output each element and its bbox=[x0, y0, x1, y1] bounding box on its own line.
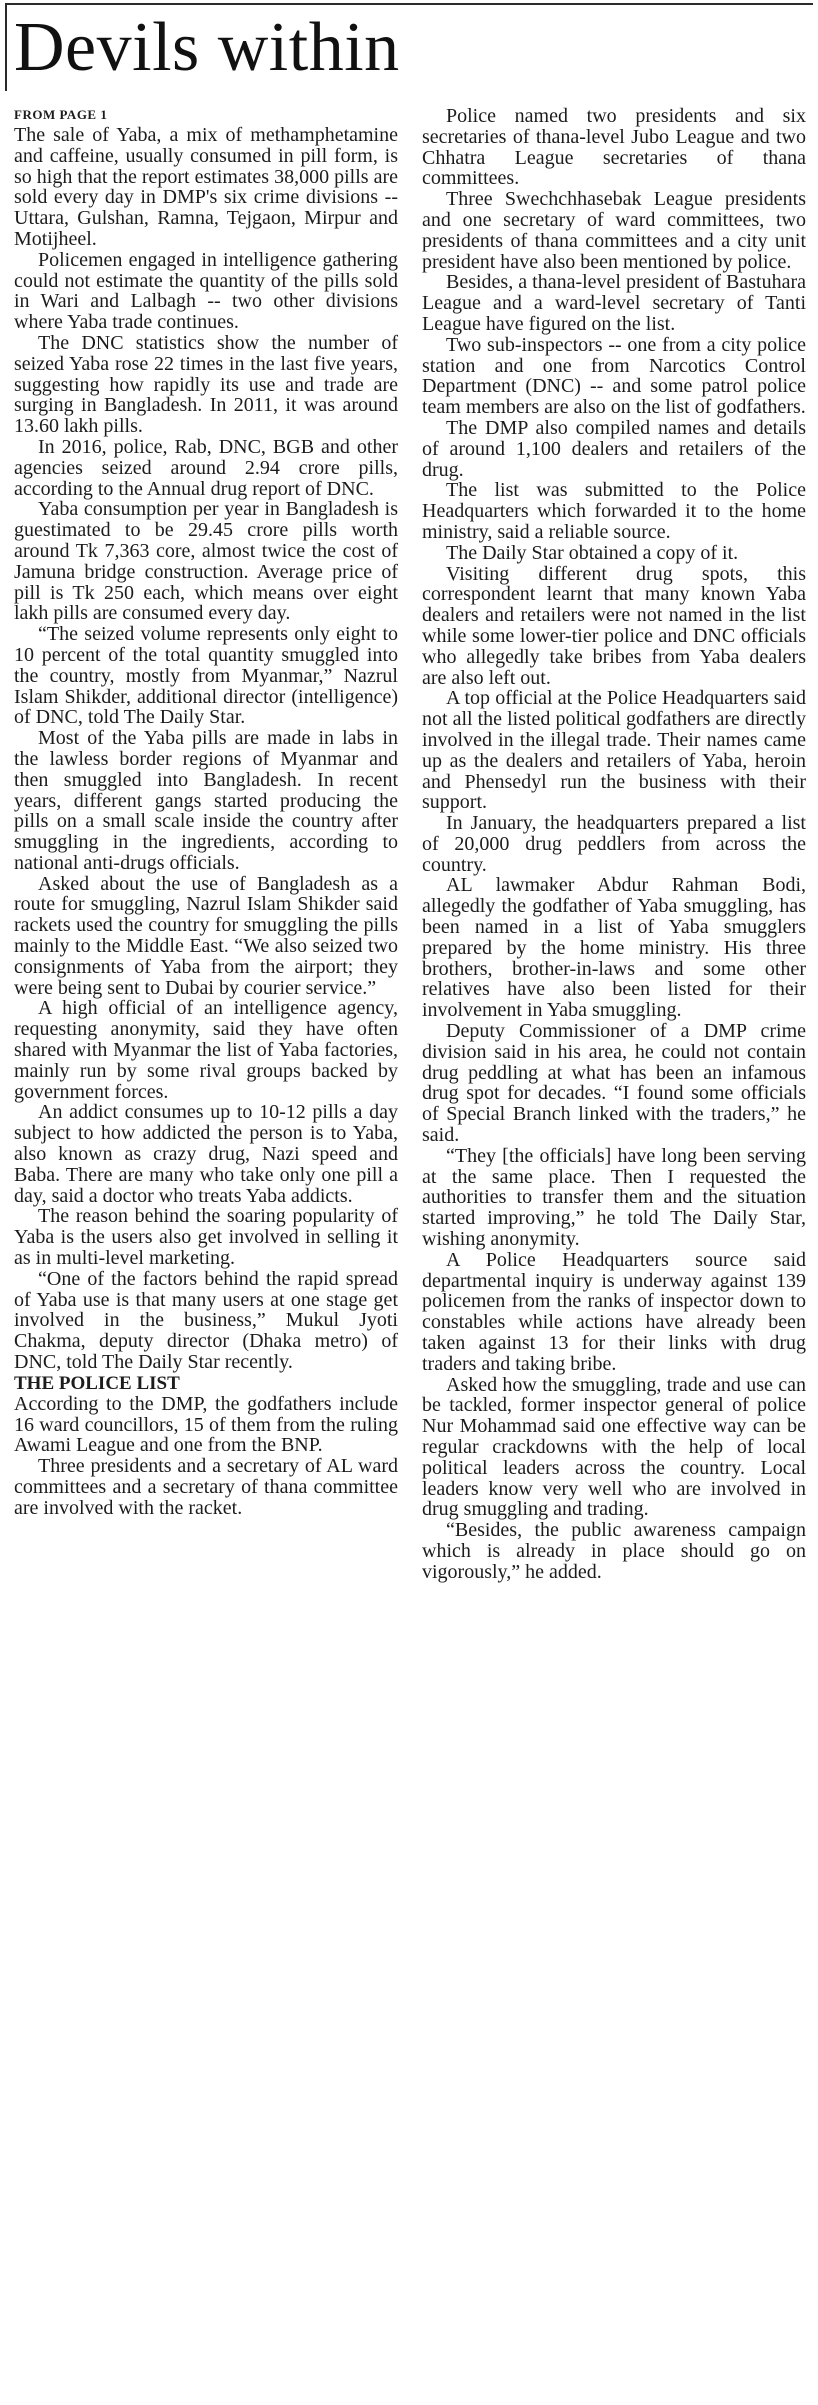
kicker: FROM PAGE 1 bbox=[14, 107, 108, 122]
paragraph: “One of the factors behind the rapid spread of Yaba use is that many users at one stage get involved in the business,” Mukul Jyoti Chakma, deputy director (Dhaka metro) of DNC, told The Daily Star recently. bbox=[14, 1267, 398, 1374]
paragraph: The sale of Yaba, a mix of methamphetamine and caffeine, usually consumed in pill form, is so high that the report estimates 38,000 pills are sold every day in DMP's six crime divisions -- Uttara, Gulshan, Ramna, Tejgaon, Mirpur and Motijheel. bbox=[14, 124, 398, 250]
paragraph: In 2016, police, Rab, DNC, BGB and other agencies seized around 2.94 crore pills, according to the Annual drug report of DNC. bbox=[14, 435, 398, 500]
paragraph: Police named two presidents and six secretaries of thana-level Jubo League and two Chhatra League secretaries of thana committees. bbox=[422, 105, 806, 190]
subhead: THE POLICE LIST bbox=[14, 1372, 180, 1394]
paragraph: Asked about the use of Bangladesh as a route for smuggling, Nazrul Islam Shikder said rackets used the country for smuggling the pills mainly to the Middle East. “We also seized two consignments of Yaba from the airport; they were being sent to Dubai by courier service.” bbox=[14, 872, 398, 999]
paragraph: A Police Headquarters source said departmental inquiry is underway against 139 policemen from the ranks of inspector down to constables while actions have already been taken against 13 for their links with drug traders and taking bribe. bbox=[422, 1248, 806, 1375]
paragraph: Visiting different drug spots, this correspondent learnt that many known Yaba dealers and retailers were not named in the list while some lower-tier police and DNC officials who allegedly take bribes from Yaba dealers are also left out. bbox=[422, 562, 806, 689]
paragraph: A top official at the Police Headquarters said not all the listed political godfathers are directly involved in the illegal trade. Their names came up as the dealers and retailers of Yaba, heroin and Phensedyl run the business with their support. bbox=[422, 687, 806, 814]
column-left bbox=[14, 106, 398, 1519]
paragraph: Policemen engaged in intelligence gathering could not estimate the quantity of the pills sold in Wari and Lalbagh -- two other divisions where Yaba trade continues. bbox=[14, 248, 398, 334]
paragraph: Two sub-inspectors -- one from a city police station and one from Narcotics Control Department (DNC) -- and some patrol police team members are also on the list of godfathers. bbox=[422, 333, 806, 419]
paragraph: The list was submitted to the Police Headquarters which forwarded it to the home ministry, said a reliable source. bbox=[422, 479, 806, 543]
paragraph: The Daily Star obtained a copy of it. bbox=[446, 541, 739, 564]
paragraph: In January, the headquarters prepared a list of 20,000 drug peddlers from across the country. bbox=[422, 812, 806, 876]
column-right bbox=[422, 106, 806, 1583]
paragraph: Yaba consumption per year in Bangladesh is guestimated to be 29.45 crore pills worth around Tk 7,363 core, almost twice the cost of Jamuna bridge construction. Average price of pill is Tk 250 each, which means over eight lakh pills are consumed every day. bbox=[14, 498, 398, 625]
paragraph: The reason behind the soaring popularity of Yaba is the users also get involved in selling it as in multi-level marketing. bbox=[14, 1205, 398, 1270]
paragraph: The DNC statistics show the number of seized Yaba rose 22 times in the last five years, suggesting how rapidly its use and trade are surging in Bangladesh. In 2011, it was around 13.60 lakh pills. bbox=[14, 331, 398, 438]
left-rule bbox=[5, 3, 7, 91]
paragraph: A high official of an intelligence agency, requesting anonymity, said they have often shared with Myanmar the list of Yaba factories, mainly run by some rival groups backed by government forces. bbox=[14, 997, 398, 1103]
paragraph: “They [the officials] have long been serving at the same place. Then I requested the authorities to transfer them and the situation started improving,” he told The Daily Star, wishing anonymity. bbox=[422, 1144, 806, 1251]
paragraph: “The seized volume represents only eight to 10 percent of the total quantity smuggled into the country, mostly from Myanmar,” Nazrul Islam Shikder, additional director (intelligence) of DNC, told The Daily Star. bbox=[14, 623, 398, 729]
paragraph: Deputy Commissioner of a DMP crime division said in his area, he could not contain drug peddling at what has been an infamous drug spot for decades. “I found some officials of Special Branch linked with the traders,” he said. bbox=[422, 1020, 806, 1147]
paragraph: An addict consumes up to 10-12 pills a day subject to how addicted the person is to Yaba, also known as crazy drug, Nazi speed and Baba. There are many who take only one pill a day, said a doctor who treats Yaba addicts. bbox=[14, 1101, 398, 1207]
paragraph: Asked how the smuggling, trade and use can be tackled, former inspector general of police Nur Mohammad said one effective way can be regular crackdowns with the help of local political leaders across the country. Local leaders know very well who are involved in drug smuggling and trading. bbox=[422, 1373, 806, 1521]
top-rule bbox=[5, 3, 813, 5]
paragraph: Besides, a thana-level president of Bastuhara League and a ward-level secretary of Tanti League have figured on the list. bbox=[422, 271, 806, 335]
paragraph: “Besides, the public awareness campaign which is already in place should go on vigorously,” he added. bbox=[422, 1519, 806, 1583]
paragraph: Most of the Yaba pills are made in labs in the lawless border regions of Myanmar and then smuggled into Bangladesh. In recent years, different gangs started producing the pills on a small scale inside the country after smuggling in the ingredients, according to national anti-drugs officials. bbox=[14, 727, 398, 874]
headline: Devils within bbox=[14, 9, 400, 86]
paragraph: According to the DMP, the godfathers include 16 ward councillors, 15 of them from the ruling Awami League and one from the BNP. bbox=[14, 1392, 398, 1457]
paragraph: The DMP also compiled names and details of around 1,100 dealers and retailers of the drug. bbox=[422, 416, 806, 481]
paragraph: Three presidents and a secretary of AL ward committees and a secretary of thana committee are involved with the racket. bbox=[14, 1455, 398, 1519]
paragraph: Three Swechchhasebak League presidents and one secretary of ward committees, two presidents of thana committees and a city unit president have also been mentioned by police. bbox=[422, 188, 806, 273]
paragraph: AL lawmaker Abdur Rahman Bodi, allegedly the godfather of Yaba smuggling, has been named in a list of Yaba smugglers prepared by the home ministry. His three brothers, brother-in-laws and some other relatives have also been listed for their involvement in Yaba smuggling. bbox=[422, 874, 806, 1022]
